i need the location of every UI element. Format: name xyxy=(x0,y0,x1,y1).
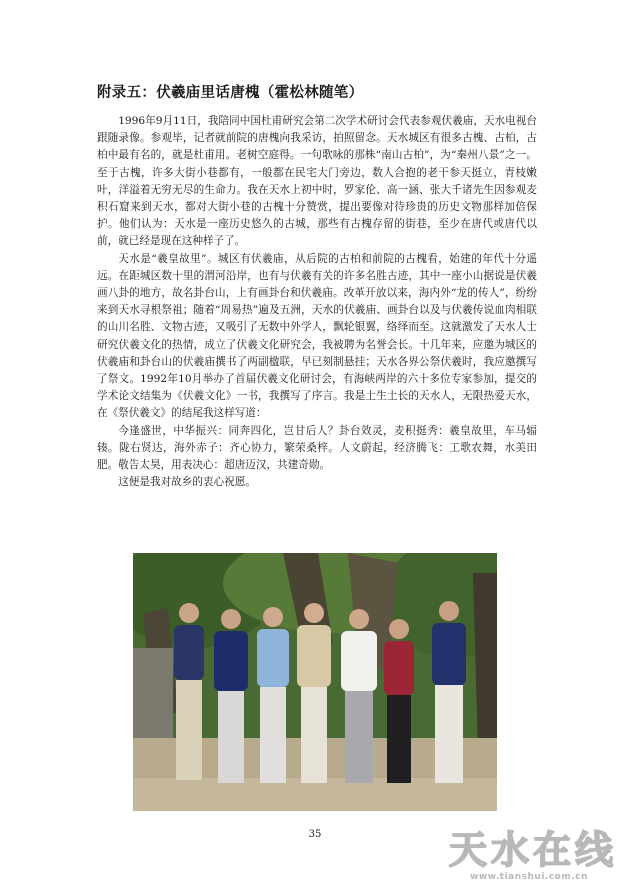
group-photo xyxy=(133,553,497,811)
watermark-logo xyxy=(447,825,627,869)
paragraph: 这便是我对故乡的衷心祝愿。 xyxy=(118,476,256,489)
paragraph: 天水是“羲皇故里”。城区有伏羲庙，从后院的古柏和前院的古槐看，始建的年代十分遥远。在距城区数十里的渭河沿岸，也有与伏羲有关的许多名胜古迹，其中一座小山据说是伏羲画八卦的地方，故名卦台山，上有画卦台和伏羲庙。改革开放以来，海内外“龙的传人”，纷纷来到天水寻根祭祖；随着“周易热”遍及五洲，天水的伏羲庙、画卦台以及与伏羲传说血肉相联的山川名胜、文物古迹，又吸引了无数中外学人，飘轮银翼，络绎而至。这就激发了天水人士研究伏羲文化的热情，成立了伏羲文化研究会，我被聘为名誉会长。十几年来，应邀为城区的伏羲庙和卦台山的伏羲庙撰书了两副楹联，早已刻制悬挂；天水各界公祭伏羲时，我应邀撰写了祭文。1992年10月举办了首届伏羲文化研讨会，有海峡两岸的六十多位专家参加，提交的学术论文结集为《伏羲文化》一书，我撰写了序言。我是土生土长的天水人，无限热爱天水，在《祭伏羲文》的结尾我这样写道： xyxy=(97,252,537,420)
page-title: 附录五：伏羲庙里话唐槐（霍松林随笔） xyxy=(97,85,364,101)
page-number: 35 xyxy=(308,829,322,840)
paragraph: 1996年9月11日，我陪同中国杜甫研究会第二次学术研讨会代表参观伏羲庙，天水电视台跟随录像。参观毕，记者就前院的唐槐向我采访，拍照留念。天水城区有很多古槐、古柏，古柏中最有名的，就是杜甫用。老树空庭得。一句歌咏的那株“南山古柏”，为“秦州八景”之一。至于古槐，许多大街小巷都有，一般都在民宅大门旁边，数人合抱的老干参天挺立，青枝嫩叶，洋溢着无穷无尽的生命力。我在天水上初中时，罗家伦、高一涵、张大千诸先生因参观麦积石窟来到天水，都对大街小巷的古槐十分赞赏，提出要像对待珍贵的历史文物那样加倍保护。他们认为：天水是一座历史悠久的古城，那些有古槐存留的街巷，至少在唐代或唐代以前，就已经是现在这种样子了。 xyxy=(97,115,537,248)
svg-text:天水在线: 天水在线 xyxy=(449,828,618,869)
watermark-url: www.tianshui.com.cn xyxy=(470,872,588,882)
body-text xyxy=(97,113,537,491)
watermark-brush-icon xyxy=(447,825,627,869)
group-photo-illustration xyxy=(133,553,497,811)
paragraph: 今逢盛世，中华振兴：同奔四化，岂甘后人？卦台效灵，麦积挺秀：羲皇故里，车马辐辏。陇右贤达，海外赤子：齐心协力，繁荣桑梓。人文蔚起，经济腾飞：工歌农舞，水美田肥。敬告太昊，用表决心：超唐迈汉，共建奇勋。 xyxy=(97,424,537,472)
